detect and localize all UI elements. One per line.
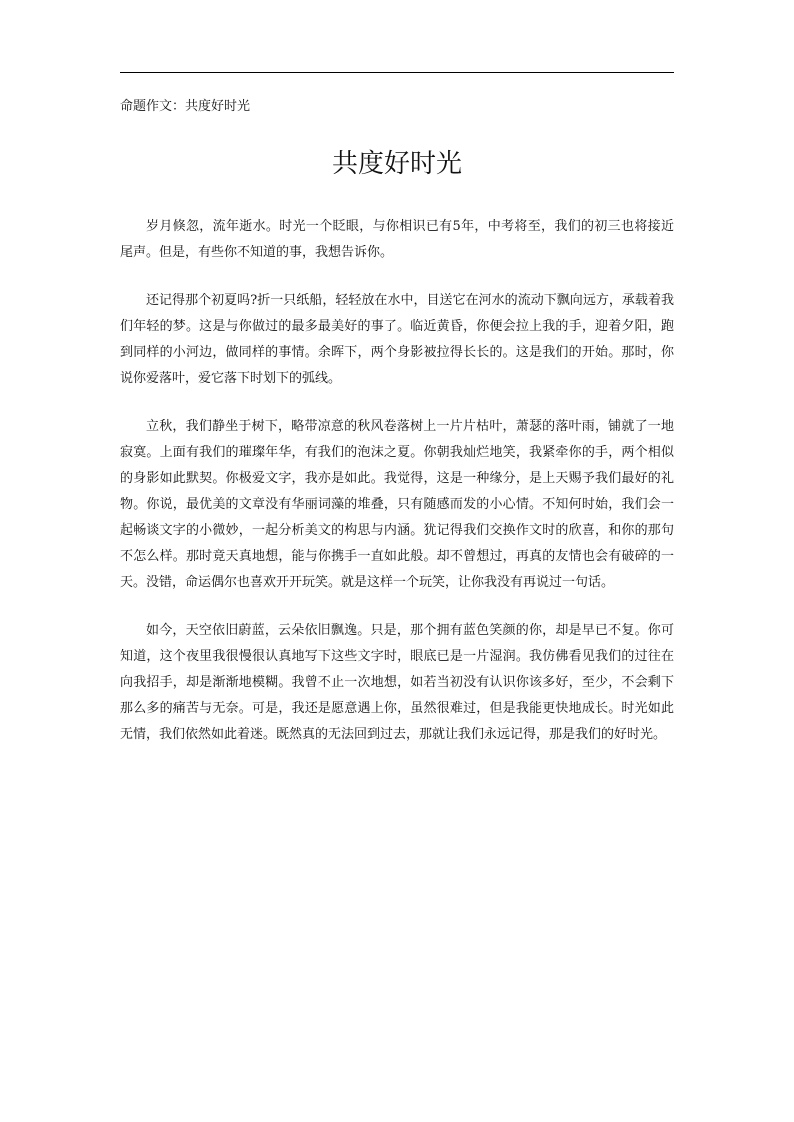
paragraph-2: 还记得那个初夏吗?折一只纸船，轻轻放在水中，目送它在河水的流动下飘向远方，承载着我们年轻的梦。这是与你做过的最多最美好的事了。临近黄昏，你便会拉上我的手，迎着夕阳，跑到同样的小河边，做同样的事情。余晖下，两个身影被拉得长长的。这是我们的开始。那时，你说你爱落叶，爱它落下时划下的弧线。 [120,293,674,386]
paragraph-4: 如今，天空依旧蔚蓝，云朵依旧飘逸。只是，那个拥有蓝色笑颜的你，却是早已不复。你可知道，这个夜里我很慢很认真地写下这些文字时，眼底已是一片湿润。我仿佛看见我们的过往在向我招手，却是渐渐地模糊。我曾不止一次地想，如若当初没有认识你该多好，至少，不会剩下那么多的痛苦与无奈。可是，我还是愿意遇上你，虽然很难过，但是我能更快地成长。时光如此无情，我们依然如此着迷。既然真的无法回到过去，那就让我们永远记得，那是我们的好时光。 [120,623,674,742]
header-rule [120,72,674,73]
essay-body [120,214,674,770]
document-label: 命题作文：共度好时光 [120,99,251,114]
document-title: 共度好时光 [331,149,462,179]
paragraph-1: 岁月倏忽，流年逝水。时光一个眨眼，与你相识已有5年，中考将至，我们的初三也将接近尾声。但是，有些你不知道的事，我想告诉你。 [120,219,674,260]
paragraph-3: 立秋，我们静坐于树下，略带凉意的秋风卷落树上一片片枯叶，萧瑟的落叶雨，铺就了一地寂寞。上面有我们的璀璨年华，有我们的泡沫之夏。你朝我灿烂地笑，我紧牵你的手，两个相似的身影如此默契。你极爱文字，我亦是如此。我觉得，这是一种缘分，是上天赐予我们最好的礼物。你说，最优美的文章没有华丽词藻的堆叠，只有随感而发的小心情。不知何时始，我们会一起畅谈文字的小微妙，一起分析美文的构思与内涵。犹记得我们交换作文时的欣喜，和你的那句不怎么样。那时竟天真地想，能与你携手一直如此般。却不曾想过，再真的友情也会有破碎的一天。没错，命运偶尔也喜欢开开玩笑。就是这样一个玩笑，让你我没有再说过一句话。 [120,419,674,590]
